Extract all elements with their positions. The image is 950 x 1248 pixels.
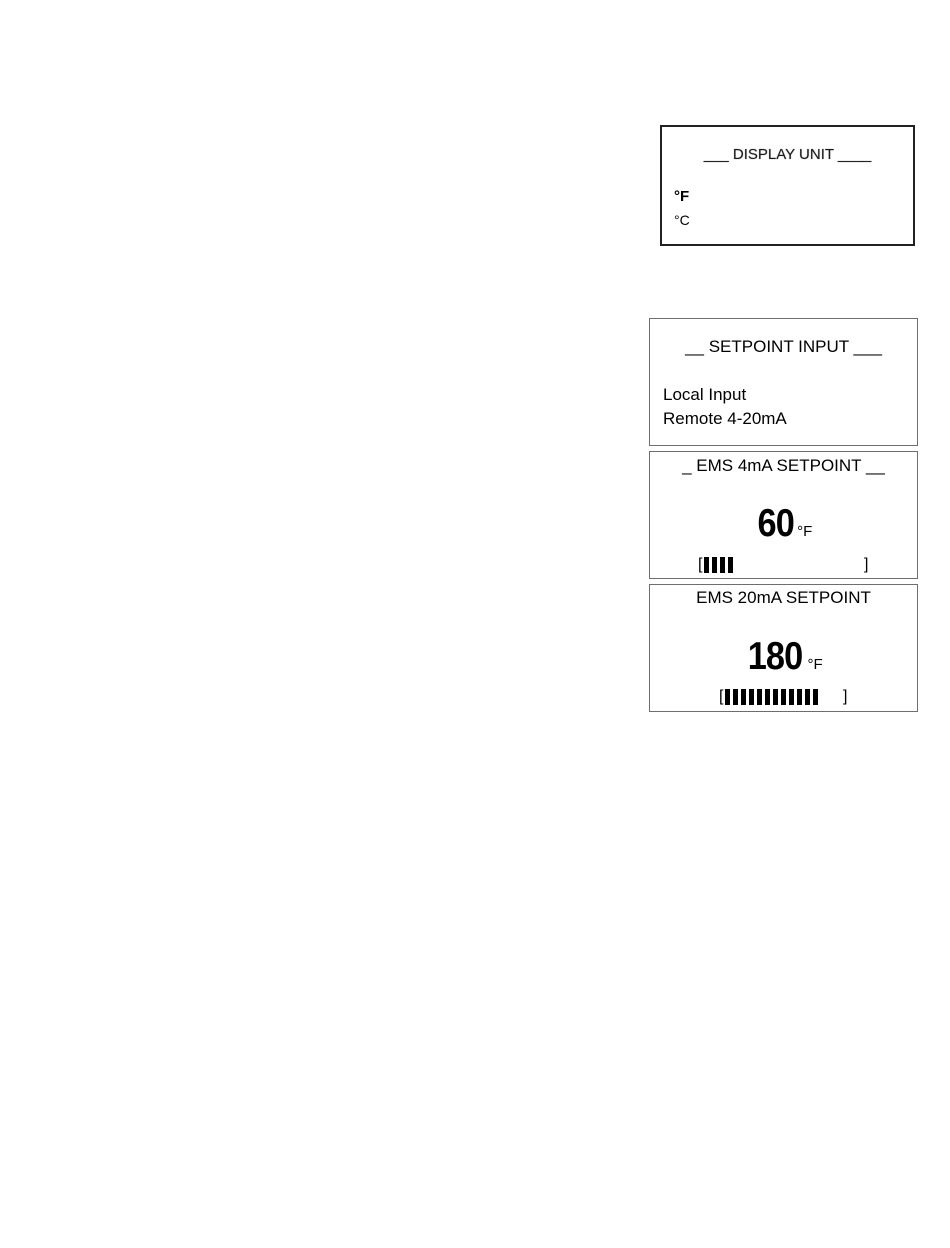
setpoint-input-title: __ SETPOINT INPUT ___ <box>685 337 882 356</box>
bar-segments <box>704 557 733 573</box>
bar-close-bracket: ] <box>843 688 848 705</box>
bar-segment <box>773 689 778 705</box>
bar-segment <box>741 689 746 705</box>
ems-4ma-value[interactable]: 60 <box>757 502 794 545</box>
ems-4ma-title: _ EMS 4mA SETPOINT __ <box>682 456 885 475</box>
display-unit-option-celsius[interactable]: °C <box>674 212 690 228</box>
bar-segment <box>805 689 810 705</box>
ems-4ma-level-bar <box>698 555 873 575</box>
ems-20ma-value[interactable]: 180 <box>748 635 803 678</box>
bar-close-bracket: ] <box>864 556 869 573</box>
ems-4ma-setpoint-screen <box>649 451 918 579</box>
ems-20ma-unit: °F <box>807 656 823 673</box>
display-unit-title: ___ DISPLAY UNIT ____ <box>703 146 872 163</box>
bar-open-bracket: [ <box>719 688 724 705</box>
bar-segment <box>757 689 762 705</box>
ems-20ma-value-display <box>650 635 917 679</box>
display-unit-option-fahrenheit[interactable]: °F <box>674 188 690 205</box>
bar-segment <box>712 557 717 573</box>
bar-segment <box>728 557 733 573</box>
bar-segment <box>789 689 794 705</box>
setpoint-input-option-remote[interactable]: Remote 4-20mA <box>663 409 787 428</box>
bar-segment <box>704 557 709 573</box>
bar-segments <box>725 689 818 705</box>
ems-4ma-unit: °F <box>797 523 813 540</box>
bar-segment <box>781 689 786 705</box>
bar-segment <box>813 689 818 705</box>
setpoint-input-option-local[interactable]: Local Input <box>663 385 747 404</box>
display-unit-screen <box>660 125 915 246</box>
ems-20ma-setpoint-screen <box>649 584 918 712</box>
ems-20ma-level-bar <box>719 687 854 707</box>
bar-segment <box>733 689 738 705</box>
bar-segment <box>720 557 725 573</box>
setpoint-input-screen <box>649 318 918 446</box>
bar-open-bracket: [ <box>698 556 703 573</box>
bar-segment <box>725 689 730 705</box>
bar-segment <box>765 689 770 705</box>
ems-20ma-title: EMS 20mA SETPOINT <box>696 588 871 607</box>
bar-segment <box>749 689 754 705</box>
bar-segment <box>797 689 802 705</box>
ems-4ma-value-display <box>650 502 917 546</box>
